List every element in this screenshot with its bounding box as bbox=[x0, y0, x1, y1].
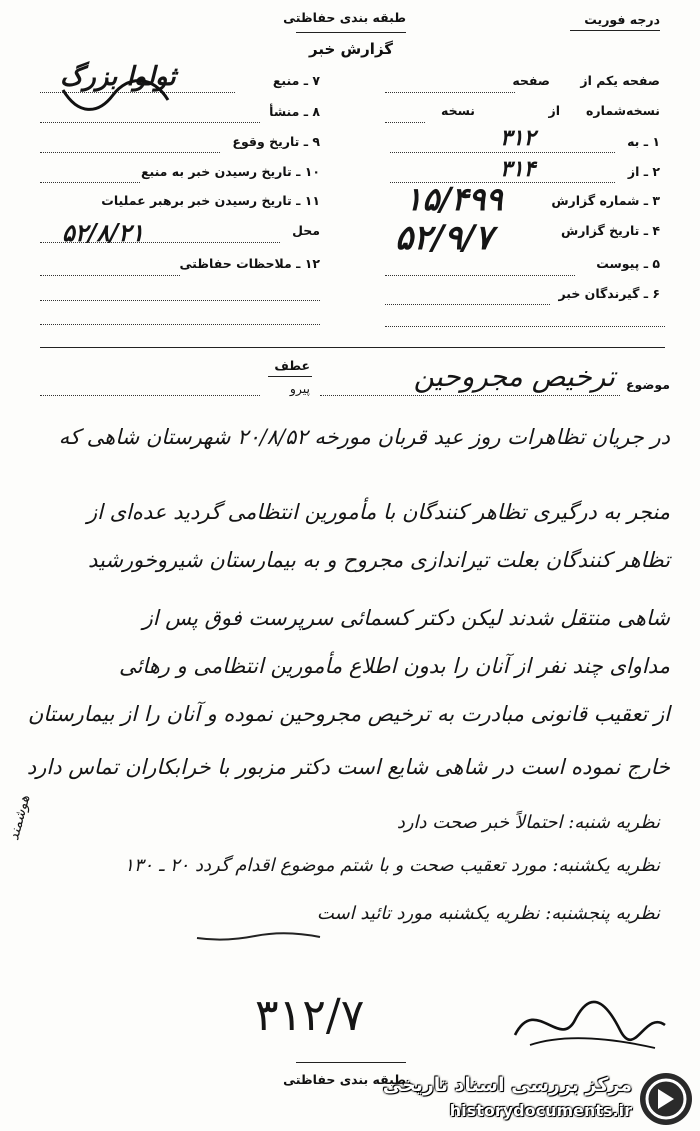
field-to-label: ۱ ـ به bbox=[627, 134, 660, 149]
footer-classification: طبقه بندی حفاظتی bbox=[283, 1072, 406, 1087]
copy-number-line bbox=[385, 122, 425, 123]
body-line-3: تظاهر کنندگان بعلت تیراندازی مجروح و به بیمارستان شیروخورشید bbox=[87, 548, 670, 572]
body-line-4: شاهی منتقل شدند لیکن دکتر کسمائی سرپرست فوق پس از bbox=[142, 606, 670, 630]
field-extra-line-1 bbox=[40, 300, 320, 301]
recipients-label: ۶ ـ گیرندگان خبر bbox=[558, 286, 660, 301]
report-title: گزارش خبر bbox=[308, 40, 394, 58]
section-divider bbox=[40, 347, 665, 348]
body-line-2: منجر به درگیری تظاهر کنندگان با مأمورین انتظامی گردید عده‌ای از bbox=[86, 500, 670, 524]
page-of-label: صفحه یکم از bbox=[580, 73, 660, 88]
field-to-line bbox=[390, 152, 615, 153]
watermark-url: historydocuments.ir bbox=[449, 1101, 632, 1120]
left-ref-line bbox=[40, 395, 260, 396]
copy-number-middle: از bbox=[548, 103, 560, 118]
recipients-line bbox=[385, 304, 550, 305]
note-3-underline bbox=[195, 928, 325, 948]
watermark-text: مرکز بررسی اسناد تاریخی bbox=[382, 1074, 632, 1096]
field-extra-line-2 bbox=[40, 324, 320, 325]
field-origin-label: ۸ ـ منشأ bbox=[269, 104, 320, 119]
field-source-label: ۷ ـ منبع bbox=[272, 73, 320, 88]
field-origin-line bbox=[40, 122, 260, 123]
copy-number-suffix: نسخه bbox=[440, 103, 475, 118]
body-line-1: در جریان تظاهرات روز عید قربان مورخه ۲۰/۸/۵۲ شهرستان شاهی که bbox=[58, 425, 670, 449]
field-event-date-line bbox=[40, 152, 220, 153]
source-scribble bbox=[58, 70, 178, 120]
page-of-suffix: صفحه bbox=[512, 73, 550, 88]
attachment-label: ۵ ـ پیوست bbox=[596, 256, 660, 271]
report-date-label: ۴ ـ تاریخ گزارش bbox=[560, 223, 660, 238]
body-line-7: خارج نموده است در شاهی شایع است دکتر مزبور با خرابکاران تماس دارد bbox=[26, 755, 670, 779]
signature-mark bbox=[505, 990, 675, 1060]
subject-value: ترخیص مجروحین bbox=[413, 360, 615, 393]
attachment-line bbox=[385, 275, 575, 276]
field-event-date-label: ۹ ـ تاریخ وقوع bbox=[232, 134, 320, 149]
header-classification-underline bbox=[296, 32, 406, 33]
field-notes-line bbox=[40, 275, 180, 276]
priority-label: درجه فوریت bbox=[584, 12, 660, 27]
field-location-label: محل bbox=[292, 223, 320, 238]
priority-underline bbox=[570, 30, 660, 31]
field-to-value: ۳۱۲ bbox=[500, 125, 536, 151]
note-1: نظریه شنبه: احتمالاً خبر صحت دارد bbox=[396, 812, 660, 833]
report-number-value: ۱۵/۴۹۹ bbox=[405, 180, 503, 218]
watermark-logo-icon bbox=[640, 1073, 692, 1125]
subject-label: موضوع bbox=[625, 377, 670, 392]
footer-classification-overline bbox=[296, 1062, 406, 1063]
copy-number-label: نسخه‌شماره bbox=[586, 103, 660, 118]
report-date-value: ۵۲/۹/۷ bbox=[395, 218, 493, 258]
note-3: نظریه پنجشنبه: نظریه یکشنبه مورد تائید است bbox=[316, 903, 660, 924]
field-from-label: ۲ ـ از bbox=[627, 164, 660, 179]
side-note: هوشمند bbox=[6, 793, 34, 843]
body-line-6: از تعقیب قانونی مبادرت به ترخیص مجروحین نموده و آنان را از بیمارستان bbox=[27, 702, 670, 726]
field-ops-date-label: ۱۱ ـ تاریخ رسیدن خبر برهبر عملیات bbox=[101, 193, 320, 208]
report-number-label: ۳ ـ شماره گزارش bbox=[551, 193, 660, 208]
note-2: نظریه یکشنبه: مورد تعقیب صحت و با شتم موضوع اقدام گردد ۲۰ ـ ۱۳۰ bbox=[124, 855, 660, 876]
atf-underline bbox=[268, 376, 312, 377]
body-line-5: مداوای چند نفر از آنان را بدون اطلاع مأمورین انتظامی و رهائی bbox=[118, 654, 670, 678]
subject-line bbox=[320, 395, 620, 396]
header-classification: طبقه بندی حفاظتی bbox=[283, 10, 406, 25]
field-notes-label: ۱۲ ـ ملاحظات حفاظتی bbox=[179, 256, 320, 271]
atf-label: عطف bbox=[274, 358, 310, 373]
peyro-label: پیرو bbox=[289, 381, 310, 396]
field-source-date-label: ۱۰ ـ تاریخ رسیدن خبر به منبع bbox=[140, 164, 320, 179]
recipients-line-2 bbox=[385, 326, 665, 327]
field-location-value: ۵۲/۸/۲۱ bbox=[62, 218, 144, 247]
field-source-date-line bbox=[40, 182, 140, 183]
bottom-number: ۳۱۲/۷ bbox=[255, 990, 365, 1041]
field-from-value: ۳۱۴ bbox=[500, 156, 536, 182]
page-of-line bbox=[385, 92, 515, 93]
field-source-value: ثولوا بزرگ bbox=[60, 62, 176, 92]
